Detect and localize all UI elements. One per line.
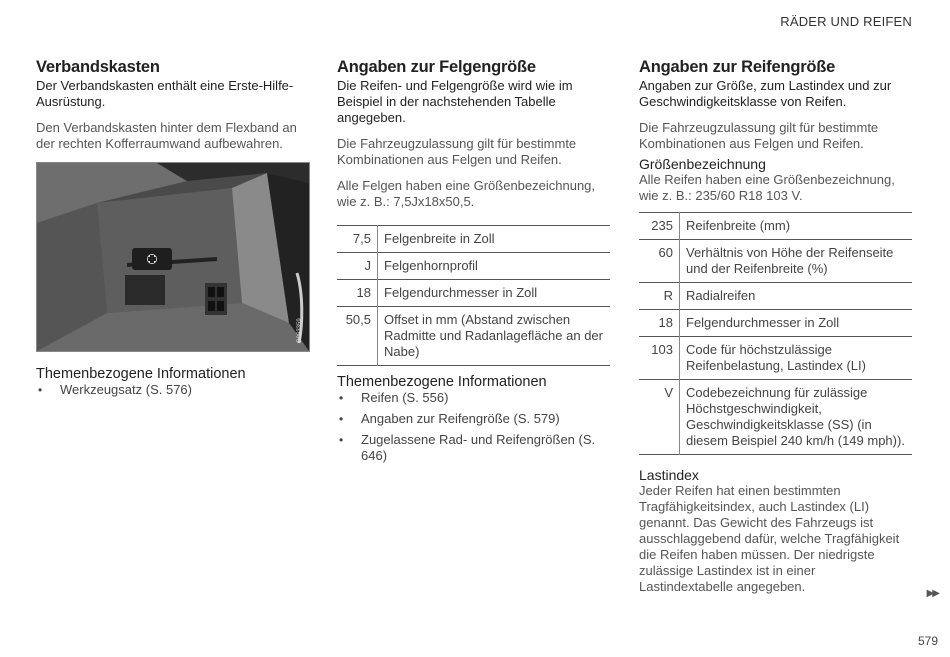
related-link[interactable]: • Reifen (S. 556)	[337, 390, 610, 406]
table-value: Felgenbreite in Zoll	[384, 231, 495, 246]
related-link[interactable]: • Zugelassene Rad- und Reifengrößen (S. 646)	[337, 432, 610, 464]
table-row	[337, 280, 610, 307]
table-key: 103	[639, 337, 680, 380]
subheading-lastindex: Lastindex	[639, 467, 699, 483]
body-text: Die Fahrzeugzulassung gilt für bestimmte Kombinationen aus Felgen und Reifen.	[639, 120, 879, 151]
body-text: Die Fahrzeugzulassung gilt für bestimmte Kombinationen aus Felgen und Reifen.	[337, 136, 577, 167]
table-row	[639, 240, 912, 283]
table-value: Code für höchstzulässige Reifenbelastung, Lastindex (LI)	[686, 342, 866, 373]
page-number: 579	[917, 634, 938, 648]
rim-size-table	[337, 225, 610, 366]
table-value: Offset in mm (Abstand zwischen Radmitte und Radanlagefläche an der Nabe)	[384, 312, 603, 359]
section-title: Verbandskasten	[36, 58, 160, 76]
body-text: Den Verbandskasten hinter dem Flexband an der rechten Kofferraumwand aufbewahren.	[36, 120, 297, 151]
table-row	[639, 213, 912, 240]
related-link[interactable]: • Angaben zur Reifengröße (S. 579)	[337, 411, 610, 427]
intro-text: Der Verbandskasten enthält eine Erste-Hilfe-Ausrüstung.	[36, 78, 294, 109]
table-value: Verhältnis von Höhe der Reifenseite und der Reifenbreite (%)	[686, 245, 894, 276]
table-row	[337, 307, 610, 366]
trunk-first-aid-kit-image	[36, 162, 310, 352]
table-value: Felgendurchmesser in Zoll	[686, 315, 840, 330]
related-link[interactable]: • Werkzeugsatz (S. 576)	[36, 382, 310, 398]
table-value: Felgendurchmesser in Zoll	[384, 285, 538, 300]
tire-size-table	[639, 212, 912, 455]
table-key: 50,5	[337, 307, 378, 366]
body-text: Alle Reifen haben eine Größenbezeichnung, wie z. B.: 235/60 R18 103 V.	[639, 172, 895, 203]
table-value: Reifenbreite (mm)	[686, 218, 791, 233]
body-text: Jeder Reifen hat einen bestimmten Tragfähigkeitsindex, auch Lastindex (LI) genannt. Das Gewicht des Fahrzeugs ist ausschlaggebend dafür, welche Tragfähigkeit die Reifen haben müssen. Der niedrigste zulässige Lastindex ist in einer Lastindextabelle angegeben.	[639, 483, 900, 594]
table-row	[639, 310, 912, 337]
table-value: Codebezeichnung für zulässige Höchstgeschwindigkeit, Geschwindigkeitsklasse (SS) (in diesem Beispiel 240 km/h (149 mph)).	[686, 385, 905, 448]
table-key: 18	[337, 280, 378, 307]
column-felgengroesse	[337, 58, 610, 469]
column-verbandskasten	[36, 58, 310, 403]
intro-text: Angaben zur Größe, zum Lastindex und zur Geschwindigkeitsklasse von Reifen.	[639, 78, 892, 109]
table-key: J	[337, 253, 378, 280]
table-row	[337, 253, 610, 280]
intro-text: Die Reifen- und Felgengröße wird wie im Beispiel in der nachstehenden Tabelle angegeben.	[337, 78, 573, 125]
table-row	[639, 380, 912, 455]
column-reifengroesse	[639, 58, 912, 605]
section-title: Angaben zur Felgengröße	[337, 58, 536, 76]
section-header: RÄDER UND REIFEN	[780, 14, 912, 29]
table-key: 18	[639, 310, 680, 337]
table-key: 7,5	[337, 226, 378, 253]
table-value: Radialreifen	[686, 288, 756, 303]
table-row	[639, 283, 912, 310]
image-code: G063359	[297, 318, 303, 343]
section-title: Angaben zur Reifengröße	[639, 58, 836, 76]
table-value: Felgenhornprofil	[384, 258, 478, 273]
table-row	[337, 226, 610, 253]
body-text: Alle Felgen haben eine Größenbezeichnung, wie z. B.: 7,5Jx18x50,5.	[337, 178, 596, 209]
subheading-groessenbezeichnung: Größenbezeichnung	[639, 156, 766, 172]
related-list	[337, 390, 610, 464]
double-triangle-right-icon: ▶▶	[926, 588, 938, 599]
table-key: V	[639, 380, 680, 455]
table-key: R	[639, 283, 680, 310]
table-key: 60	[639, 240, 680, 283]
related-list	[36, 382, 310, 398]
related-title: Themenbezogene Informationen	[36, 366, 246, 382]
table-row	[639, 337, 912, 380]
table-key: 235	[639, 213, 680, 240]
related-title: Themenbezogene Informationen	[337, 374, 547, 390]
